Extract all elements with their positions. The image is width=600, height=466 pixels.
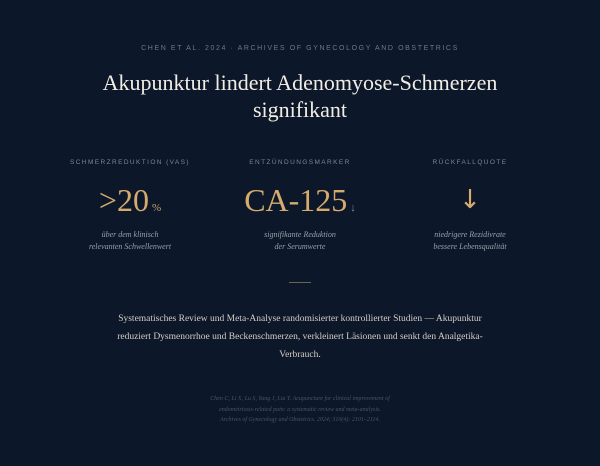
stat-description-line: signifikante Reduktion [264, 230, 336, 239]
stat-label: ENTZÜNDUNGSMARKER [249, 159, 351, 166]
citation [170, 394, 430, 426]
citation-line: Archives of Gynecology and Obstetrics. 2024; 310(4): 2101–2114. [220, 417, 380, 423]
down-arrow-icon: ↓ [350, 202, 356, 214]
stat-description-line: bessere Lebensqualität [433, 242, 507, 251]
summary-text: Systematisches Review und Meta-Analyse randomisierter kontrollierter Studien — Akupunktur reduziert Dysmenorrhoe und Beckenschmerzen, verkleinert Läsionen und senkt den Analgetika-Verbrauch. [117, 314, 483, 360]
source-eyebrow: CHEN ET AL. 2024 · ARCHIVES OF GYNECOLOGY AND OBSTETRICS [141, 45, 459, 52]
stat-label: SCHMERZREDUKTION (VAS) [70, 159, 190, 166]
stat-label: RÜCKFALLQUOTE [432, 159, 508, 166]
page-title: Akupunktur lindert Adenomyose-Schmerzen signifikant [102, 70, 498, 122]
section-divider [289, 282, 311, 283]
stat-unit: % [151, 202, 162, 214]
stat-number: >20 [98, 182, 149, 218]
stat-pain-reduction [40, 158, 220, 253]
stat-description [210, 229, 390, 253]
stat-number: CA-125 [244, 182, 348, 218]
stat-description-line: der Serumwerte [274, 242, 326, 251]
stat-description [40, 229, 220, 253]
stat-relapse-rate [380, 158, 560, 253]
stat-value [210, 180, 390, 220]
stat-inflammation-marker [210, 158, 390, 253]
citation-line: endometriosis-related pain: a systematic review and meta-analysis. [219, 406, 381, 413]
stat-description-line: niedrigere Rezidivrate [434, 230, 506, 239]
stat-description-line: relevanten Schwellenwert [88, 242, 172, 251]
stat-description [380, 229, 560, 253]
stat-description-line: über dem klinisch [101, 230, 159, 239]
down-arrow-icon: ↓ [459, 185, 481, 215]
citation-line: Chen C, Li X, Lu S, Yang J, Liu Y. Acupuncture for clinical improvement of [210, 396, 390, 402]
stat-value [40, 180, 220, 220]
